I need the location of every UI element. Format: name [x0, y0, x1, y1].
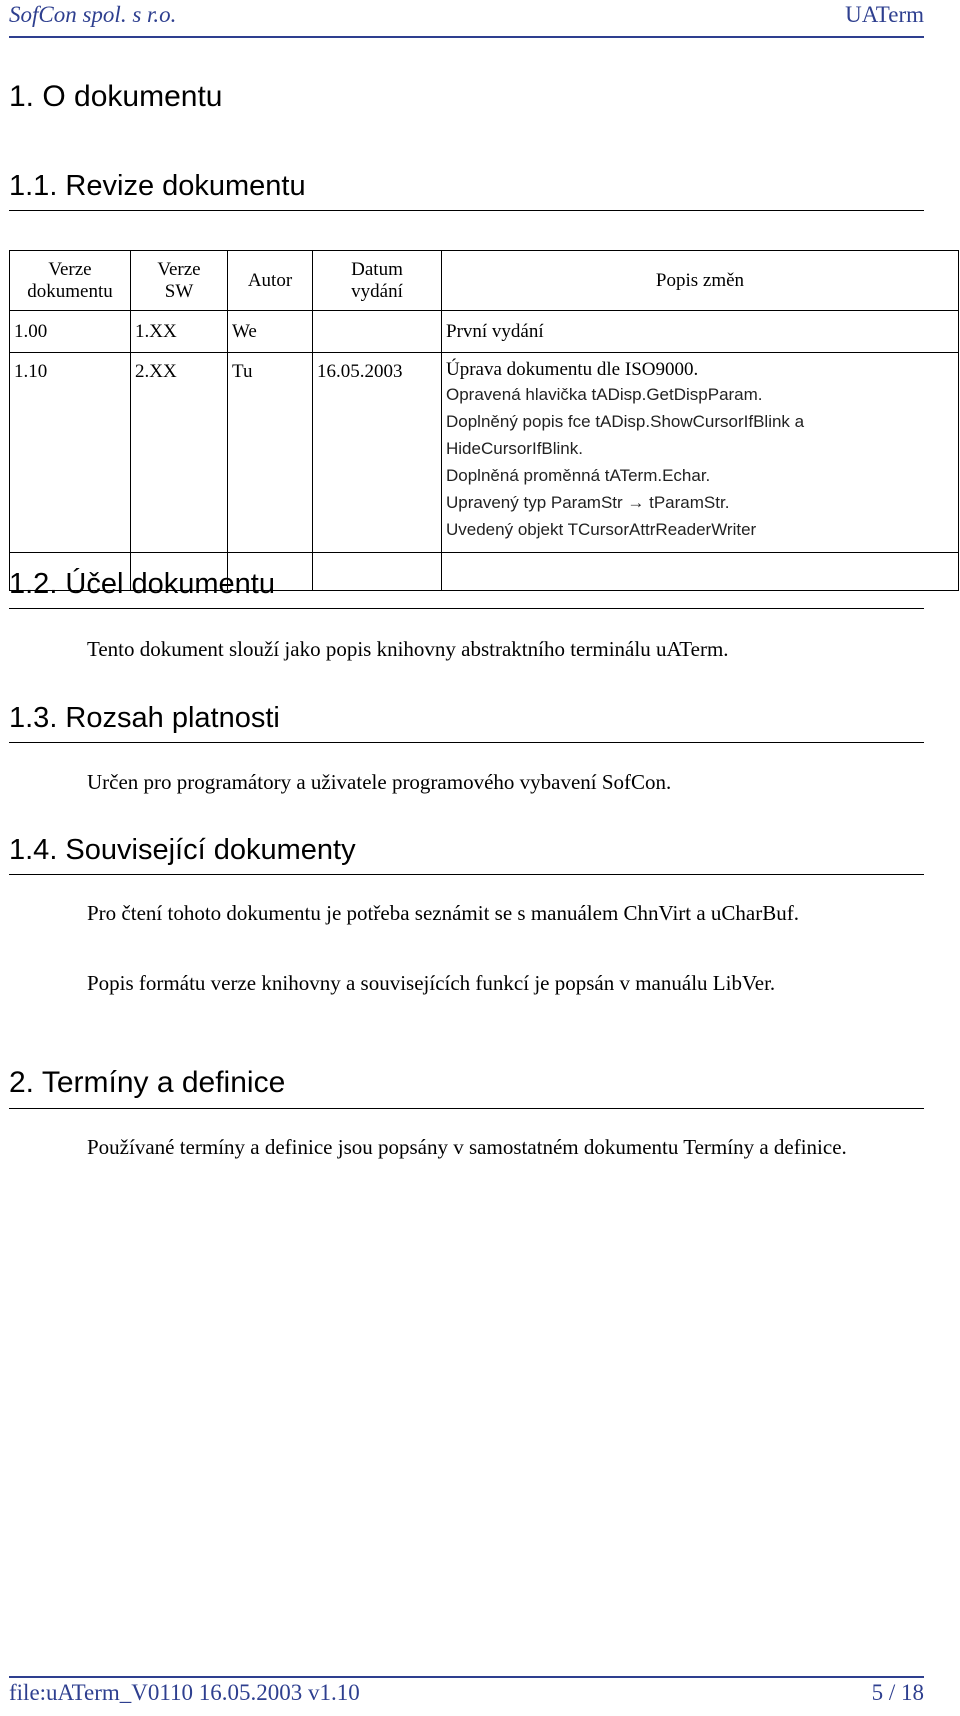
section-1-1-title: 1.1. Revize dokumentu: [9, 170, 306, 202]
table-row: [10, 311, 959, 353]
cell-popis: [442, 353, 959, 553]
section-1-1-rule: [9, 210, 924, 211]
change-line: Opravená hlavička tADisp.GetDispParam.: [446, 385, 763, 404]
col-verze-sw: [131, 251, 228, 311]
col-autor: Autor: [228, 251, 313, 311]
cell-verze: 1.00: [10, 311, 131, 353]
section-1-4-title: 1.4. Související dokumenty: [9, 834, 356, 866]
header-text: vydání: [351, 280, 403, 302]
section-2-title: 2. Termíny a definice: [9, 1066, 286, 1099]
header-product: UATerm: [845, 2, 924, 27]
col-popis-zmen: Popis změn: [442, 251, 959, 311]
change-list: [446, 381, 954, 543]
header-text: Datum: [351, 258, 403, 280]
header-text: Verze: [157, 258, 201, 280]
section-1-3-title: 1.3. Rozsah platnosti: [9, 702, 280, 734]
footer-file: file:uATerm_V0110 16.05.2003 v1.10: [9, 1680, 360, 1705]
section-1-3-text: Určen pro programátory a uživatele programového vybavení SofCon.: [87, 770, 672, 794]
change-line: Uvedený objekt TCursorAttrReaderWriter: [446, 520, 757, 539]
section-2-text: Používané termíny a definice jsou popsány v samostatném dokumentu Termíny a definice.: [87, 1135, 847, 1159]
cell-sw: 1.XX: [131, 311, 228, 353]
header-company: SofCon spol. s r.o.: [9, 2, 177, 27]
section-1-2-title: 1.2. Účel dokumentu: [9, 568, 275, 600]
change-line: HideCursorIfBlink.: [446, 439, 583, 458]
change-line: Doplněný popis fce tADisp.ShowCursorIfBlink a: [446, 412, 805, 431]
cell-empty: [313, 553, 442, 591]
cell-popis: První vydání: [442, 311, 959, 353]
header-text: dokumentu: [27, 280, 113, 302]
revision-table: [9, 250, 959, 591]
section-2-rule: [9, 1108, 924, 1109]
section-1-4-rule: [9, 874, 924, 875]
cell-sw: 2.XX: [131, 353, 228, 553]
footer-page: 5 / 18: [871, 1680, 924, 1705]
col-verze-dokumentu: [10, 251, 131, 311]
footer-divider: [9, 1676, 924, 1678]
header-divider: [9, 36, 924, 38]
cell-verze: 1.10: [10, 353, 131, 553]
revision-table-header: [10, 251, 959, 311]
section-1-title: 1. O dokumentu: [9, 80, 223, 113]
header-text: Verze: [48, 258, 92, 280]
section-1-2-rule: [9, 608, 924, 609]
cell-autor: We: [228, 311, 313, 353]
section-1-2-text: Tento dokument slouží jako popis knihovny abstraktního terminálu uATerm.: [87, 637, 729, 661]
cell-datum: [313, 311, 442, 353]
section-1-4-text-2: Popis formátu verze knihovny a souvisejících funkcí je popsán v manuálu LibVer.: [87, 971, 776, 995]
cell-autor: Tu: [228, 353, 313, 553]
section-1-3-rule: [9, 742, 924, 743]
change-line: Úprava dokumentu dle ISO9000.: [446, 359, 699, 380]
change-line: Doplněná proměnná tATerm.Echar.: [446, 466, 711, 485]
section-1-4-text-1: Pro čtení tohoto dokumentu je potřeba seznámit se s manuálem ChnVirt a uCharBuf.: [87, 901, 800, 925]
table-row: [10, 353, 959, 553]
header-text: SW: [164, 280, 194, 302]
cell-empty: [442, 553, 959, 591]
col-datum: [313, 251, 442, 311]
cell-datum: 16.05.2003: [313, 353, 442, 553]
change-line: Upravený typ ParamStr → tParamStr.: [446, 493, 730, 512]
